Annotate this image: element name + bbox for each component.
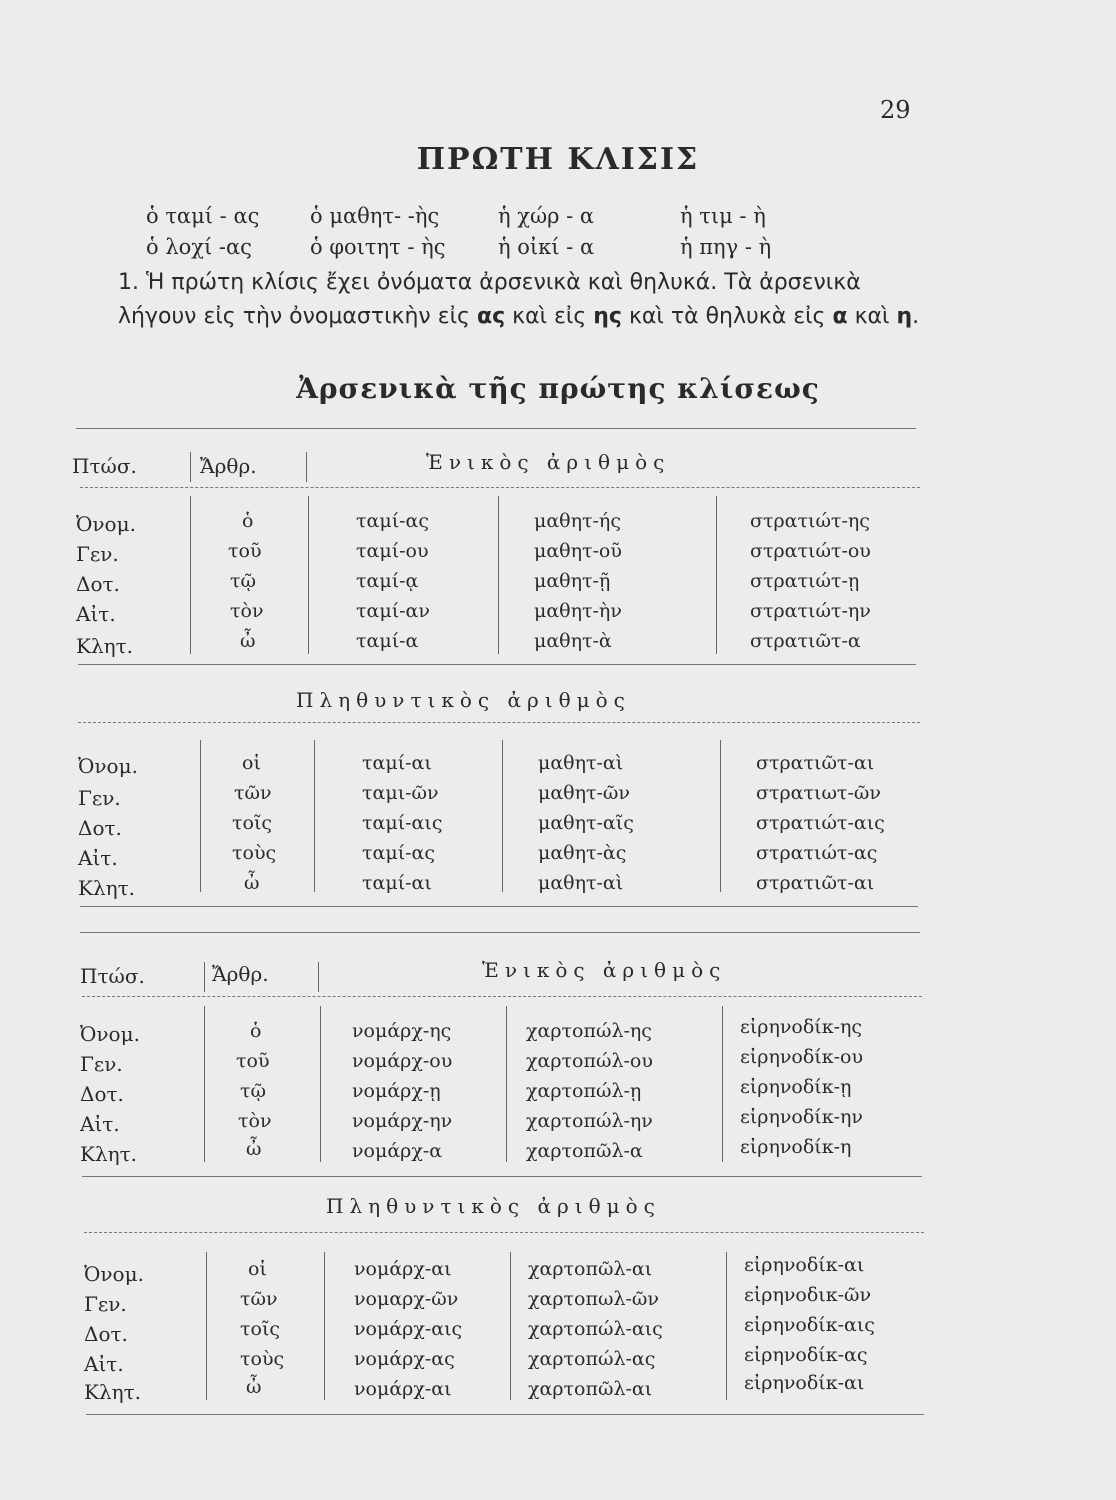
form-cell: ταμί-αν (356, 600, 430, 622)
form-cell: μαθητ-ὰ (534, 630, 612, 652)
paragraph-text: καὶ τὰ θηλυκὰ εἰς (621, 304, 833, 329)
form-cell: νομάρχ-ης (352, 1020, 452, 1042)
form-cell: νομάρχ-αι (354, 1258, 452, 1280)
paragraph-text: 1. Ἡ πρώτη κλίσις ἔχει ὀνόματα ἀρσενικὰ καὶ θηλυκά. Τὰ ἀρσενικὰ λήγουν εἰς τὴν ὀνομαστικὴν εἰς (118, 270, 861, 329)
form-cell: χαρτοπῶλ-αι (528, 1378, 653, 1400)
form-cell: ταμί-αι (362, 872, 432, 894)
case-label: Αἰτ. (78, 846, 118, 870)
form-cell: ταμι-ῶν (362, 782, 439, 804)
form-cell: εἰρηνοδικ-ῶν (744, 1284, 872, 1306)
form-cell: χαρτοπώλ-αις (528, 1318, 663, 1340)
case-label: Δοτ. (84, 1322, 128, 1346)
example-word: ὁ μαθητ- -ὴς (310, 204, 440, 228)
singular-header: Ἑνικὸς ἀριθμὸς (426, 450, 671, 474)
article-cell: τὸν (238, 1110, 272, 1132)
article-cell: τοὺς (232, 842, 277, 864)
column-header-case: Πτώσ. (72, 454, 137, 478)
case-label: Ὀνομ. (76, 512, 136, 536)
article-cell: τῷ (240, 1080, 267, 1102)
plural-header: Πληθυντικὸς ἀριθμὸς (296, 688, 631, 712)
ending-keyword: α (832, 304, 848, 329)
form-cell: εἰρηνοδίκ-αι (744, 1254, 865, 1276)
form-cell: στρατιῶτ-α (750, 630, 861, 652)
case-label: Δοτ. (80, 1082, 124, 1106)
form-cell: εἰρηνοδίκ-ας (744, 1344, 868, 1366)
case-label: Ὀνομ. (78, 754, 138, 778)
article-cell: τοῖς (240, 1318, 281, 1340)
form-cell: μαθητ-οῦ (534, 540, 622, 562)
form-cell: στρατιώτ-ην (750, 600, 871, 622)
example-word: ὁ ταμί - ας (146, 204, 260, 228)
form-cell: ταμί-α (356, 630, 419, 652)
form-cell: στρατιώτ-ῃ (750, 570, 860, 592)
form-cell: εἰρηνοδίκ-ην (740, 1106, 863, 1128)
form-cell: νομάρχ-ην (352, 1110, 453, 1132)
article-cell: τοῖς (232, 812, 273, 834)
form-cell: ταμί-αις (362, 812, 443, 834)
form-cell: στρατιωτ-ῶν (756, 782, 881, 804)
form-cell: εἰρηνοδίκ-αις (744, 1314, 875, 1336)
singular-header: Ἑνικὸς ἀριθμὸς (482, 958, 727, 982)
case-label: Αἰτ. (76, 602, 116, 626)
form-cell: στρατιώτ-ου (750, 540, 871, 562)
case-label: Ὀνομ. (84, 1262, 144, 1286)
form-cell: στρατιῶτ-αι (756, 752, 875, 774)
article-cell: τῶν (234, 782, 272, 804)
case-label: Αἰτ. (84, 1352, 124, 1376)
form-cell: εἰρηνοδίκ-ου (740, 1046, 864, 1068)
example-word: ἡ χώρ - α (498, 204, 595, 228)
form-cell: μαθητ-ῶν (538, 782, 630, 804)
paragraph-text: . (912, 304, 920, 329)
form-cell: χαρτοπῶλ-αι (528, 1258, 653, 1280)
form-cell: μαθητ-ὴν (534, 600, 622, 622)
form-cell: μαθητ-αὶ (538, 752, 624, 774)
article-cell: ὦ (240, 630, 256, 652)
form-cell: ταμί-αι (362, 752, 432, 774)
case-label: Ὀνομ. (80, 1022, 140, 1046)
case-label: Κλητ. (84, 1380, 142, 1404)
page-number: 29 (880, 96, 911, 124)
form-cell: ταμί-ας (362, 842, 436, 864)
form-cell: εἰρηνοδίκ-ης (740, 1016, 863, 1038)
article-cell: τοὺς (240, 1348, 285, 1370)
form-cell: στρατιώτ-αις (756, 812, 885, 834)
case-label: Κλητ. (80, 1142, 138, 1166)
form-cell: χαρτοπώλ-ῃ (526, 1080, 642, 1102)
form-cell: στρατιώτ-ας (756, 842, 878, 864)
form-cell: ταμί-ου (356, 540, 429, 562)
form-cell: μαθητ-ής (534, 510, 621, 532)
form-cell: εἰρηνοδίκ-η (740, 1136, 852, 1158)
article-cell: ὦ (246, 1138, 262, 1160)
case-label: Γεν. (78, 786, 121, 810)
form-cell: ταμί-ᾳ (356, 570, 419, 592)
paragraph-text: καὶ εἰς (505, 304, 594, 329)
form-cell: μαθητ-αὶ (538, 872, 624, 894)
case-label: Γεν. (80, 1052, 123, 1076)
form-cell: νομάρχ-ου (352, 1050, 453, 1072)
article-cell: ὦ (246, 1376, 262, 1398)
form-cell: χαρτοπώλ-ου (526, 1050, 653, 1072)
article-cell: ὦ (244, 872, 260, 894)
form-cell: νομάρχ-ας (354, 1348, 455, 1370)
article-cell: τῷ (230, 570, 257, 592)
example-word: ἡ τιμ - ὴ (680, 204, 766, 228)
form-cell: στρατιῶτ-αι (756, 872, 875, 894)
example-word: ἡ πηγ - ὴ (680, 235, 772, 259)
case-label: Γεν. (84, 1292, 127, 1316)
article-cell: οἱ (248, 1258, 267, 1280)
form-cell: εἰρηνοδίκ-ῃ (740, 1076, 852, 1098)
ending-keyword: ας (476, 304, 506, 329)
case-label: Δοτ. (76, 572, 120, 596)
page-title: ΠΡΩΤΗ ΚΛΙΣΙΣ (416, 142, 700, 177)
form-cell: χαρτοπώλ-ην (526, 1110, 653, 1132)
article-cell: τοῦ (228, 540, 262, 562)
ending-keyword: η (896, 304, 913, 329)
case-label: Αἰτ. (80, 1112, 120, 1136)
form-cell: χαρτοπώλ-ας (528, 1348, 656, 1370)
paragraph-text: καὶ (847, 304, 897, 329)
plural-header: Πληθυντικὸς ἀριθμὸς (326, 1194, 661, 1218)
article-cell: τοῦ (236, 1050, 270, 1072)
column-header-case: Πτώσ. (80, 964, 145, 988)
case-label: Κλητ. (78, 876, 136, 900)
form-cell: νομαρχ-ῶν (354, 1288, 459, 1310)
column-header-article: Ἄρθρ. (200, 454, 257, 478)
form-cell: νομάρχ-ῃ (352, 1080, 441, 1102)
form-cell: στρατιώτ-ης (750, 510, 870, 532)
form-cell: μαθητ-ὰς (538, 842, 627, 864)
example-word: ὁ λοχί -ας (146, 235, 252, 259)
form-cell: εἰρηνοδίκ-αι (744, 1372, 865, 1394)
example-word: ὁ φοιτητ - ὴς (310, 235, 446, 259)
rule-paragraph (118, 266, 930, 334)
article-cell: ὁ (250, 1020, 262, 1042)
form-cell: χαρτοπώλ-ης (526, 1020, 652, 1042)
case-label: Γεν. (76, 542, 119, 566)
form-cell: χαρτοπωλ-ῶν (528, 1288, 659, 1310)
form-cell: μαθητ-αῖς (538, 812, 634, 834)
form-cell: χαρτοπῶλ-α (526, 1140, 643, 1162)
article-cell: ὁ (242, 510, 254, 532)
case-label: Δοτ. (78, 816, 122, 840)
form-cell: νομάρχ-αι (354, 1378, 452, 1400)
column-header-article: Ἄρθρ. (212, 962, 269, 986)
form-cell: νομάρχ-α (352, 1140, 443, 1162)
case-label: Κλητ. (76, 634, 134, 658)
form-cell: νομάρχ-αις (354, 1318, 463, 1340)
example-word: ἡ οἰκί - α (498, 235, 595, 259)
section-subtitle: Ἀρσενικὰ τῆς πρώτης κλίσεως (296, 372, 820, 405)
article-cell: τὸν (230, 600, 264, 622)
ending-keyword: ης (593, 304, 622, 329)
form-cell: μαθητ-ῇ (534, 570, 611, 592)
article-cell: οἱ (242, 752, 261, 774)
article-cell: τῶν (240, 1288, 278, 1310)
form-cell: ταμί-ας (356, 510, 430, 532)
